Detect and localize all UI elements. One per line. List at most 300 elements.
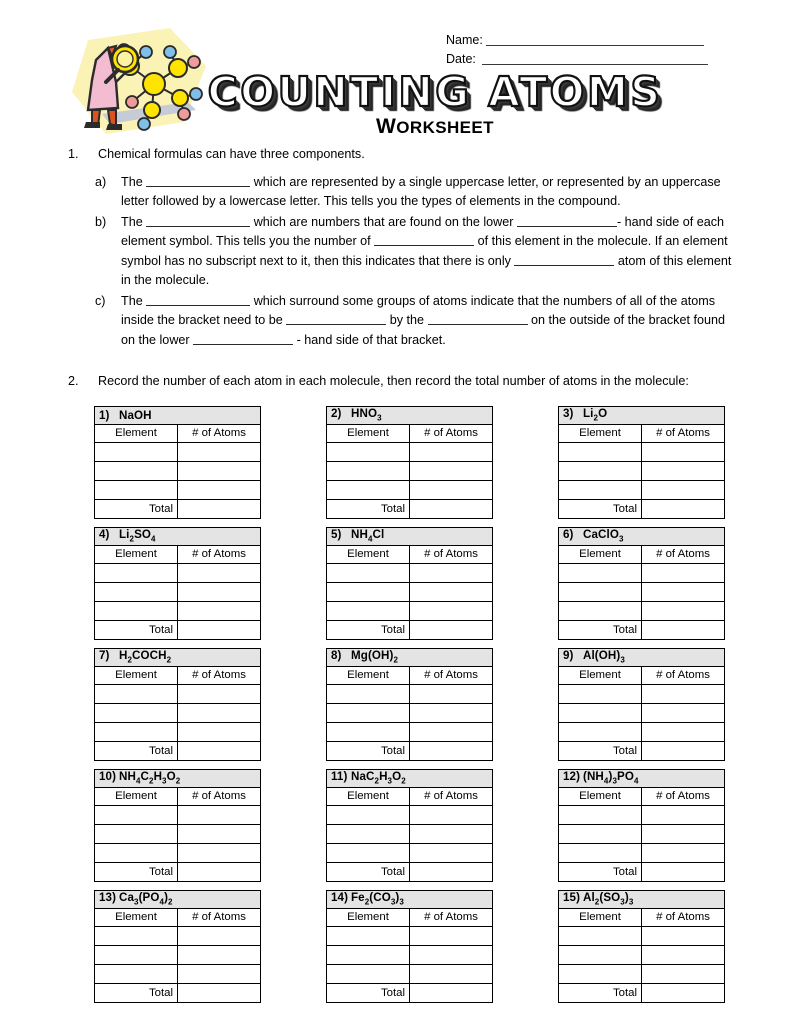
element-input-cell[interactable] bbox=[559, 601, 642, 620]
subitem-body bbox=[121, 292, 735, 351]
atom-count-input-cell[interactable] bbox=[642, 945, 725, 964]
column-header-element: Element bbox=[327, 787, 410, 805]
molecule-formula: $Ca_3(PO_4)_2$ bbox=[119, 891, 173, 907]
total-input-cell[interactable] bbox=[410, 741, 493, 760]
question-1-number: 1. bbox=[68, 147, 79, 161]
column-header-atoms: # of Atoms bbox=[178, 787, 261, 805]
total-row bbox=[559, 741, 725, 760]
total-label: Total bbox=[95, 983, 178, 1002]
molecule-table bbox=[326, 406, 493, 519]
atom-count-input-cell[interactable] bbox=[410, 601, 493, 620]
element-input-cell[interactable] bbox=[95, 722, 178, 741]
table-row bbox=[327, 824, 493, 843]
question-2-text: Record the number of each atom in each molecule, then record the total number of atoms in the molecule: bbox=[98, 374, 689, 388]
page-header bbox=[0, 0, 791, 145]
molecule-formula: $Li_2O$ bbox=[583, 407, 608, 423]
question-1-subitem bbox=[95, 173, 735, 212]
table-row bbox=[327, 964, 493, 983]
molecule-formula: CaClO$_3$ bbox=[583, 528, 624, 544]
element-input-cell[interactable] bbox=[95, 601, 178, 620]
element-input-cell[interactable] bbox=[327, 563, 410, 582]
total-row bbox=[95, 983, 261, 1002]
element-input-cell[interactable] bbox=[327, 442, 410, 461]
total-input-cell[interactable] bbox=[410, 499, 493, 518]
element-input-cell[interactable] bbox=[327, 824, 410, 843]
atom-count-input-cell[interactable] bbox=[642, 442, 725, 461]
column-header-element: Element bbox=[95, 908, 178, 926]
column-header-element: Element bbox=[327, 908, 410, 926]
molecule-table bbox=[326, 769, 493, 882]
molecule-title bbox=[559, 890, 725, 908]
element-input-cell[interactable] bbox=[327, 722, 410, 741]
element-input-cell[interactable] bbox=[559, 480, 642, 499]
table-row bbox=[559, 945, 725, 964]
element-input-cell[interactable] bbox=[327, 964, 410, 983]
atom-count-input-cell[interactable] bbox=[410, 824, 493, 843]
page-title: COUNTING ATOMS bbox=[207, 68, 663, 116]
atom-count-input-cell[interactable] bbox=[178, 964, 261, 983]
column-header-atoms: # of Atoms bbox=[410, 666, 493, 684]
column-header-atoms: # of Atoms bbox=[410, 424, 493, 442]
molecule-table bbox=[94, 648, 261, 761]
table-row bbox=[95, 926, 261, 945]
element-input-cell[interactable] bbox=[95, 824, 178, 843]
atom-count-input-cell[interactable] bbox=[178, 703, 261, 722]
molecule-tables-grid bbox=[0, 406, 791, 1003]
atom-count-input-cell[interactable] bbox=[410, 945, 493, 964]
subitem-text: The bbox=[121, 293, 147, 308]
table-row bbox=[559, 722, 725, 741]
fill-in-blank[interactable] bbox=[374, 234, 474, 246]
name-row bbox=[446, 31, 708, 50]
atom-count-input-cell[interactable] bbox=[410, 722, 493, 741]
element-input-cell[interactable] bbox=[559, 945, 642, 964]
atom-count-input-cell[interactable] bbox=[178, 722, 261, 741]
element-input-cell[interactable] bbox=[327, 601, 410, 620]
total-label: Total bbox=[95, 741, 178, 760]
total-label: Total bbox=[95, 862, 178, 881]
molecule-formula: $(NH_4)_3PO_4$ bbox=[583, 770, 639, 786]
molecule-formula: $NH_4C_2H_3O_2$ bbox=[119, 770, 181, 786]
total-input-cell[interactable] bbox=[178, 620, 261, 639]
element-input-cell[interactable] bbox=[559, 703, 642, 722]
subtitle-remainder: ORKSHEET bbox=[396, 118, 494, 137]
fill-in-blank[interactable] bbox=[193, 333, 293, 345]
atom-count-input-cell[interactable] bbox=[642, 684, 725, 703]
element-input-cell[interactable] bbox=[327, 945, 410, 964]
question-2-number: 2. bbox=[68, 374, 79, 388]
fill-in-blank[interactable] bbox=[428, 313, 528, 325]
element-input-cell[interactable] bbox=[95, 843, 178, 862]
column-header-atoms: # of Atoms bbox=[410, 908, 493, 926]
table-row bbox=[327, 703, 493, 722]
subitem-text: on the outside of the bracket found on the lower bbox=[121, 313, 725, 347]
question-1-subitem bbox=[95, 292, 735, 351]
table-row bbox=[95, 601, 261, 620]
molecule-index: 4) bbox=[99, 528, 110, 542]
total-input-cell[interactable] bbox=[178, 741, 261, 760]
fill-in-blank[interactable] bbox=[146, 175, 250, 187]
column-header-atoms: # of Atoms bbox=[410, 545, 493, 563]
element-input-cell[interactable] bbox=[327, 805, 410, 824]
atom-count-input-cell[interactable] bbox=[178, 563, 261, 582]
column-header-atoms: # of Atoms bbox=[642, 545, 725, 563]
table-row bbox=[327, 684, 493, 703]
atom-count-input-cell[interactable] bbox=[642, 601, 725, 620]
column-header-atoms: # of Atoms bbox=[178, 908, 261, 926]
molecule-formula: $NaC_2H_3O_2$ bbox=[351, 770, 406, 786]
atom-count-input-cell[interactable] bbox=[642, 461, 725, 480]
total-label: Total bbox=[327, 741, 410, 760]
total-label: Total bbox=[95, 620, 178, 639]
question-2-line bbox=[68, 372, 735, 392]
element-input-cell[interactable] bbox=[95, 563, 178, 582]
total-input-cell[interactable] bbox=[410, 983, 493, 1002]
total-input-cell[interactable] bbox=[642, 499, 725, 518]
date-input-line[interactable] bbox=[482, 51, 708, 65]
molecule-table bbox=[94, 769, 261, 882]
molecule-table bbox=[558, 406, 725, 519]
atom-count-input-cell[interactable] bbox=[642, 563, 725, 582]
element-input-cell[interactable] bbox=[95, 805, 178, 824]
column-header-element: Element bbox=[559, 908, 642, 926]
subtitle-initial: W bbox=[376, 115, 397, 138]
molecule-index: 9) bbox=[563, 649, 574, 663]
element-input-cell[interactable] bbox=[95, 461, 178, 480]
atom-count-input-cell[interactable] bbox=[410, 703, 493, 722]
table-row bbox=[95, 824, 261, 843]
molecule-title bbox=[95, 527, 261, 545]
total-row bbox=[327, 499, 493, 518]
total-label: Total bbox=[327, 983, 410, 1002]
atom-count-input-cell[interactable] bbox=[178, 805, 261, 824]
atom-count-input-cell[interactable] bbox=[178, 945, 261, 964]
atom-count-input-cell[interactable] bbox=[642, 582, 725, 601]
total-row bbox=[95, 741, 261, 760]
atom-count-input-cell[interactable] bbox=[642, 843, 725, 862]
total-input-cell[interactable] bbox=[642, 620, 725, 639]
molecule-table bbox=[326, 890, 493, 1003]
name-label: Name: bbox=[446, 33, 483, 47]
table-row bbox=[559, 805, 725, 824]
question-1-block bbox=[0, 145, 791, 350]
atom-count-input-cell[interactable] bbox=[642, 926, 725, 945]
subitem-text: - hand side of that bracket. bbox=[293, 332, 446, 347]
molecule-title bbox=[327, 890, 493, 908]
molecule-table bbox=[94, 406, 261, 519]
worksheet-title-block bbox=[205, 68, 665, 139]
molecule-index: 6) bbox=[563, 528, 574, 542]
date-label: Date: bbox=[446, 52, 476, 66]
element-input-cell[interactable] bbox=[95, 442, 178, 461]
column-header-element: Element bbox=[559, 424, 642, 442]
column-header-element: Element bbox=[559, 666, 642, 684]
column-header-element: Element bbox=[95, 787, 178, 805]
total-row bbox=[559, 983, 725, 1002]
molecule-formula: $Al_2(SO_3)_3$ bbox=[583, 891, 634, 907]
molecule-formula: $HNO_3$ bbox=[351, 407, 382, 423]
table-row bbox=[95, 563, 261, 582]
molecule-table bbox=[558, 648, 725, 761]
atom-count-input-cell[interactable] bbox=[178, 926, 261, 945]
atom-count-input-cell[interactable] bbox=[410, 582, 493, 601]
total-label: Total bbox=[327, 499, 410, 518]
molecule-table bbox=[94, 527, 261, 640]
table-row bbox=[559, 703, 725, 722]
molecule-index: 15) bbox=[563, 891, 581, 905]
total-row bbox=[327, 862, 493, 881]
element-input-cell[interactable] bbox=[559, 926, 642, 945]
question-1-text: Chemical formulas can have three components. bbox=[98, 147, 365, 161]
subitem-letter: c) bbox=[95, 293, 106, 308]
subitem-body bbox=[121, 173, 735, 212]
total-row bbox=[95, 620, 261, 639]
molecule-formula: NaOH bbox=[119, 408, 152, 422]
name-date-fields bbox=[446, 31, 708, 69]
atom-count-input-cell[interactable] bbox=[178, 843, 261, 862]
total-input-cell[interactable] bbox=[178, 983, 261, 1002]
question-1-subitem bbox=[95, 213, 735, 291]
element-input-cell[interactable] bbox=[559, 843, 642, 862]
atom-count-input-cell[interactable] bbox=[410, 684, 493, 703]
atom-count-input-cell[interactable] bbox=[642, 824, 725, 843]
molecule-table bbox=[558, 527, 725, 640]
column-header-element: Element bbox=[95, 424, 178, 442]
fill-in-blank[interactable] bbox=[514, 254, 614, 266]
subitem-letter: b) bbox=[95, 214, 107, 229]
element-input-cell[interactable] bbox=[95, 926, 178, 945]
molecule-title bbox=[559, 769, 725, 787]
molecule-index: 13) bbox=[99, 891, 117, 905]
table-row bbox=[559, 563, 725, 582]
element-input-cell[interactable] bbox=[559, 964, 642, 983]
table-row bbox=[327, 805, 493, 824]
date-row bbox=[446, 50, 708, 69]
total-row bbox=[95, 499, 261, 518]
element-input-cell[interactable] bbox=[327, 461, 410, 480]
atom-count-input-cell[interactable] bbox=[178, 442, 261, 461]
atom-count-input-cell[interactable] bbox=[642, 722, 725, 741]
total-row bbox=[559, 620, 725, 639]
element-input-cell[interactable] bbox=[95, 945, 178, 964]
column-header-element: Element bbox=[559, 545, 642, 563]
total-input-cell[interactable] bbox=[642, 862, 725, 881]
molecule-title bbox=[327, 648, 493, 666]
element-input-cell[interactable] bbox=[559, 582, 642, 601]
element-input-cell[interactable] bbox=[559, 461, 642, 480]
atom-count-input-cell[interactable] bbox=[178, 582, 261, 601]
element-input-cell[interactable] bbox=[327, 703, 410, 722]
subitem-text: The bbox=[121, 214, 147, 229]
name-input-line[interactable] bbox=[486, 32, 704, 46]
total-label: Total bbox=[327, 862, 410, 881]
column-header-element: Element bbox=[327, 545, 410, 563]
element-input-cell[interactable] bbox=[559, 442, 642, 461]
atom-count-input-cell[interactable] bbox=[178, 684, 261, 703]
column-header-atoms: # of Atoms bbox=[642, 908, 725, 926]
table-row bbox=[95, 480, 261, 499]
table-row bbox=[559, 480, 725, 499]
table-row bbox=[95, 684, 261, 703]
molecule-title bbox=[95, 406, 261, 424]
table-row bbox=[95, 722, 261, 741]
table-row bbox=[559, 964, 725, 983]
subitem-text: which surround some groups of atoms indicate that the numbers of all of the atoms inside the bracket need to be bbox=[121, 293, 716, 327]
atom-count-input-cell[interactable] bbox=[410, 805, 493, 824]
element-input-cell[interactable] bbox=[95, 684, 178, 703]
molecule-formula: $NH_4Cl$ bbox=[351, 528, 385, 544]
subitem-body bbox=[121, 213, 735, 291]
element-input-cell[interactable] bbox=[327, 684, 410, 703]
atom-count-input-cell[interactable] bbox=[642, 703, 725, 722]
question-2-block bbox=[0, 372, 791, 392]
atom-count-input-cell[interactable] bbox=[410, 563, 493, 582]
subitem-text: of this element in the molecule. If an element symbol has no subscript next to it, then this indicates that there is only bbox=[121, 234, 728, 268]
question-1-subitems bbox=[68, 173, 735, 351]
column-header-atoms: # of Atoms bbox=[410, 787, 493, 805]
total-label: Total bbox=[559, 741, 642, 760]
atom-count-input-cell[interactable] bbox=[410, 480, 493, 499]
subitem-text: which are represented by a single uppercase letter, or represented by an uppercase letter followed by a lowercase letter. This tells you the types of elements in the compound. bbox=[121, 174, 721, 208]
atom-count-input-cell[interactable] bbox=[178, 461, 261, 480]
table-row bbox=[95, 843, 261, 862]
total-label: Total bbox=[559, 620, 642, 639]
total-input-cell[interactable] bbox=[642, 741, 725, 760]
table-row bbox=[559, 926, 725, 945]
table-row bbox=[95, 582, 261, 601]
table-row bbox=[95, 964, 261, 983]
scientist-with-magnifying-glass-and-molecule-icon bbox=[66, 22, 211, 144]
table-row bbox=[559, 582, 725, 601]
atom-count-input-cell[interactable] bbox=[410, 461, 493, 480]
table-row bbox=[559, 843, 725, 862]
total-input-cell[interactable] bbox=[178, 862, 261, 881]
element-input-cell[interactable] bbox=[95, 582, 178, 601]
total-row bbox=[327, 620, 493, 639]
total-input-cell[interactable] bbox=[642, 983, 725, 1002]
table-row bbox=[327, 442, 493, 461]
atom-count-input-cell[interactable] bbox=[178, 824, 261, 843]
element-input-cell[interactable] bbox=[327, 582, 410, 601]
molecule-index: 2) bbox=[331, 407, 342, 421]
element-input-cell[interactable] bbox=[559, 805, 642, 824]
molecule-formula: $Fe_2(CO_3)_3$ bbox=[351, 891, 404, 907]
table-row bbox=[327, 461, 493, 480]
fill-in-blank[interactable] bbox=[286, 313, 386, 325]
subitem-text: The bbox=[121, 174, 147, 189]
molecule-title bbox=[95, 648, 261, 666]
molecule-formula: $Li_2SO_4$ bbox=[119, 528, 156, 544]
element-input-cell[interactable] bbox=[559, 824, 642, 843]
total-label: Total bbox=[559, 499, 642, 518]
atom-count-input-cell[interactable] bbox=[642, 805, 725, 824]
element-input-cell[interactable] bbox=[559, 563, 642, 582]
total-input-cell[interactable] bbox=[410, 862, 493, 881]
molecule-index: 11) bbox=[331, 770, 348, 784]
total-input-cell[interactable] bbox=[178, 499, 261, 518]
element-input-cell[interactable] bbox=[327, 480, 410, 499]
molecule-title bbox=[559, 648, 725, 666]
total-label: Total bbox=[327, 620, 410, 639]
column-header-atoms: # of Atoms bbox=[178, 666, 261, 684]
table-row bbox=[327, 563, 493, 582]
total-input-cell[interactable] bbox=[410, 620, 493, 639]
table-row bbox=[327, 480, 493, 499]
table-row bbox=[559, 461, 725, 480]
column-header-atoms: # of Atoms bbox=[642, 666, 725, 684]
total-label: Total bbox=[559, 862, 642, 881]
element-input-cell[interactable] bbox=[95, 964, 178, 983]
table-row bbox=[559, 442, 725, 461]
molecule-formula: $H_2COCH_2$ bbox=[119, 649, 172, 665]
molecule-formula: $Al(OH)_3$ bbox=[583, 649, 625, 665]
table-row bbox=[95, 442, 261, 461]
molecule-title bbox=[95, 890, 261, 908]
fill-in-blank[interactable] bbox=[146, 294, 250, 306]
molecule-index: 12) bbox=[563, 770, 581, 784]
column-header-element: Element bbox=[327, 666, 410, 684]
element-input-cell[interactable] bbox=[559, 722, 642, 741]
molecule-index: 14) bbox=[331, 891, 349, 905]
table-row bbox=[327, 582, 493, 601]
atom-count-input-cell[interactable] bbox=[410, 843, 493, 862]
molecule-index: 5) bbox=[331, 528, 342, 542]
fill-in-blank[interactable] bbox=[517, 215, 617, 227]
atom-count-input-cell[interactable] bbox=[642, 964, 725, 983]
molecule-table bbox=[326, 648, 493, 761]
table-row bbox=[95, 703, 261, 722]
total-label: Total bbox=[95, 499, 178, 518]
atom-count-input-cell[interactable] bbox=[410, 964, 493, 983]
table-row bbox=[327, 601, 493, 620]
atom-count-input-cell[interactable] bbox=[178, 601, 261, 620]
element-input-cell[interactable] bbox=[559, 684, 642, 703]
table-row bbox=[559, 824, 725, 843]
molecule-table bbox=[326, 527, 493, 640]
column-header-atoms: # of Atoms bbox=[178, 424, 261, 442]
table-row bbox=[95, 945, 261, 964]
total-row bbox=[327, 983, 493, 1002]
subitem-text: by the bbox=[386, 313, 428, 327]
fill-in-blank[interactable] bbox=[146, 215, 250, 227]
table-row bbox=[559, 601, 725, 620]
subitem-letter: a) bbox=[95, 174, 107, 189]
molecule-title bbox=[559, 406, 725, 424]
molecule-title bbox=[327, 527, 493, 545]
total-label: Total bbox=[559, 983, 642, 1002]
element-input-cell[interactable] bbox=[327, 926, 410, 945]
atom-count-input-cell[interactable] bbox=[178, 480, 261, 499]
atom-count-input-cell[interactable] bbox=[410, 926, 493, 945]
atom-count-input-cell[interactable] bbox=[642, 480, 725, 499]
page-subtitle bbox=[205, 115, 665, 139]
total-row bbox=[95, 862, 261, 881]
molecule-index: 10) bbox=[99, 770, 117, 784]
atom-count-input-cell[interactable] bbox=[410, 442, 493, 461]
table-row bbox=[327, 843, 493, 862]
element-input-cell[interactable] bbox=[95, 703, 178, 722]
element-input-cell[interactable] bbox=[95, 480, 178, 499]
element-input-cell[interactable] bbox=[327, 843, 410, 862]
table-row bbox=[327, 926, 493, 945]
total-row bbox=[559, 499, 725, 518]
column-header-element: Element bbox=[95, 666, 178, 684]
subitem-text: - hand side of each element symbol. This tells you the number of bbox=[121, 214, 725, 248]
molecule-title bbox=[327, 406, 493, 424]
molecule-index: 7) bbox=[99, 649, 110, 663]
subitem-text: which are numbers that are found on the lower bbox=[250, 214, 517, 229]
table-row bbox=[559, 684, 725, 703]
